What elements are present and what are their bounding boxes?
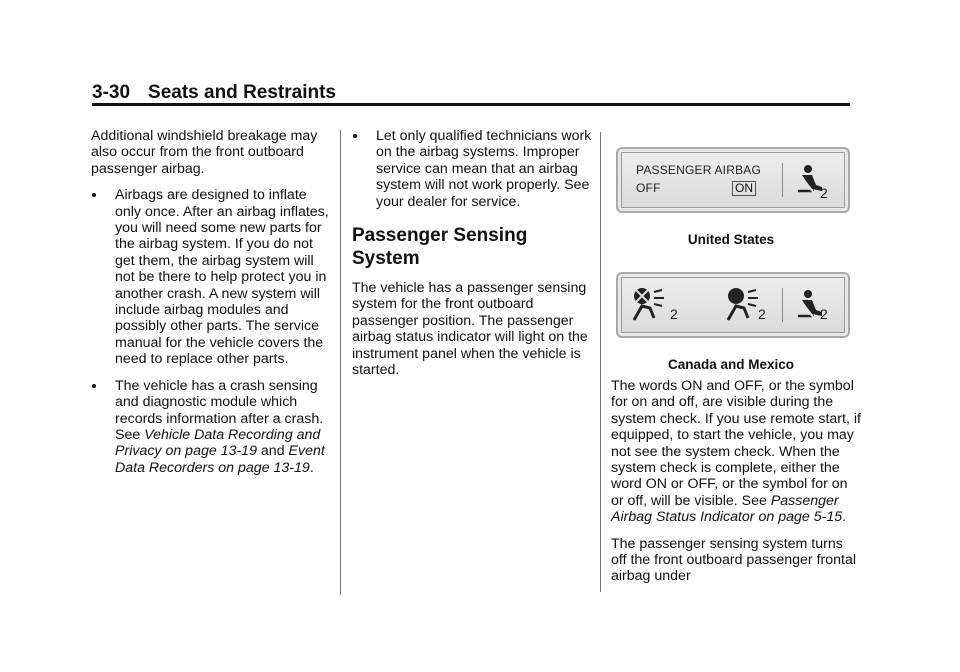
system-check-paragraph	[611, 378, 861, 526]
airbag-indicator-panel-canada	[616, 272, 850, 338]
column-divider	[600, 132, 601, 592]
page-number: 3-30	[92, 82, 131, 103]
panel-icon-number: 2	[758, 306, 766, 322]
panel-icon-number: 2	[820, 185, 828, 201]
intro-paragraph: Additional windshield breakage may also occur from the front outboard passenger airbag.	[91, 128, 318, 177]
bullet-dot-icon	[92, 193, 96, 197]
link-status-indicator[interactable]: Passenger Airbag Status Indicator on page 5-15	[611, 492, 843, 526]
panel-on-label: ON	[732, 181, 756, 196]
paragraph-text: The words ON and OFF, or the symbol for on and off, are visible during the system check. If you use remote start, if equipped, to start the vehicle, you may not see the system check. When the system check is complete, either the word ON or OFF, or the symbol for on or off, will be visible. See	[611, 378, 861, 509]
bullet-text-and: and	[256, 443, 289, 460]
sensing-off-paragraph: The passenger sensing system turns off the front outboard passenger frontal airbag under	[611, 535, 857, 585]
caption-us: United States	[687, 232, 775, 247]
column-middle	[352, 128, 592, 388]
bullet-airbags-inflate	[91, 187, 331, 367]
column-left	[91, 128, 331, 486]
bullet-dot-icon	[92, 384, 96, 388]
paragraph-end: .	[842, 509, 847, 526]
panel-off-label: OFF	[636, 181, 661, 195]
airbag-indicator-panel-us	[616, 147, 850, 213]
column-divider	[340, 130, 341, 595]
panel-separator	[782, 288, 783, 322]
bullet-text: Airbags are designed to inflate only once. After an airbag inflates, you will need some new parts for the airbag system. If you do not get them, the airbag system will not be there to help protect you in another crash. A new system will include airbag modules and possibly other parts. The service manual for the vehicle covers the need to replace other parts.	[115, 187, 329, 368]
airbag-off-icon	[628, 286, 676, 324]
bullet-qualified-technicians	[352, 128, 592, 210]
bullet-text-end: .	[309, 459, 314, 476]
section-heading: Passenger Sensing System	[352, 225, 528, 270]
column-right-text	[611, 378, 861, 595]
panel-icon-number: 2	[670, 306, 678, 322]
header-rule	[92, 103, 850, 106]
bullet-dot-icon	[353, 134, 357, 138]
bullet-text: The vehicle has a crash sensing and diagnostic module which records information after a crash. See	[115, 377, 324, 443]
bullet-crash-module	[91, 378, 331, 476]
link-event-data-recorders[interactable]: Event Data Recorders on page 13-19	[115, 443, 325, 476]
passenger-seatbelt-icon	[792, 288, 836, 324]
panel-separator	[782, 163, 783, 197]
bullet-text: Let only qualified technicians work on the airbag systems. Improper service can mean that an airbag system will not work properly. See your dealer for service.	[376, 128, 592, 210]
panel-icon-number: 2	[820, 306, 828, 322]
caption-canada: Canada and Mexico	[667, 357, 795, 372]
passenger-seatbelt-icon	[792, 163, 836, 199]
section-title: Seats and Restraints	[148, 82, 336, 103]
sensing-paragraph: The vehicle has a passenger sensing system for the front outboard passenger position. The passenger airbag status indicator will light on the instrument panel when the vehicle is started.	[352, 280, 588, 379]
panel-label: PASSENGER AIRBAG	[636, 163, 762, 177]
link-vehicle-data-recording[interactable]: Vehicle Data Recording and Privacy on page 13-19	[115, 426, 321, 460]
